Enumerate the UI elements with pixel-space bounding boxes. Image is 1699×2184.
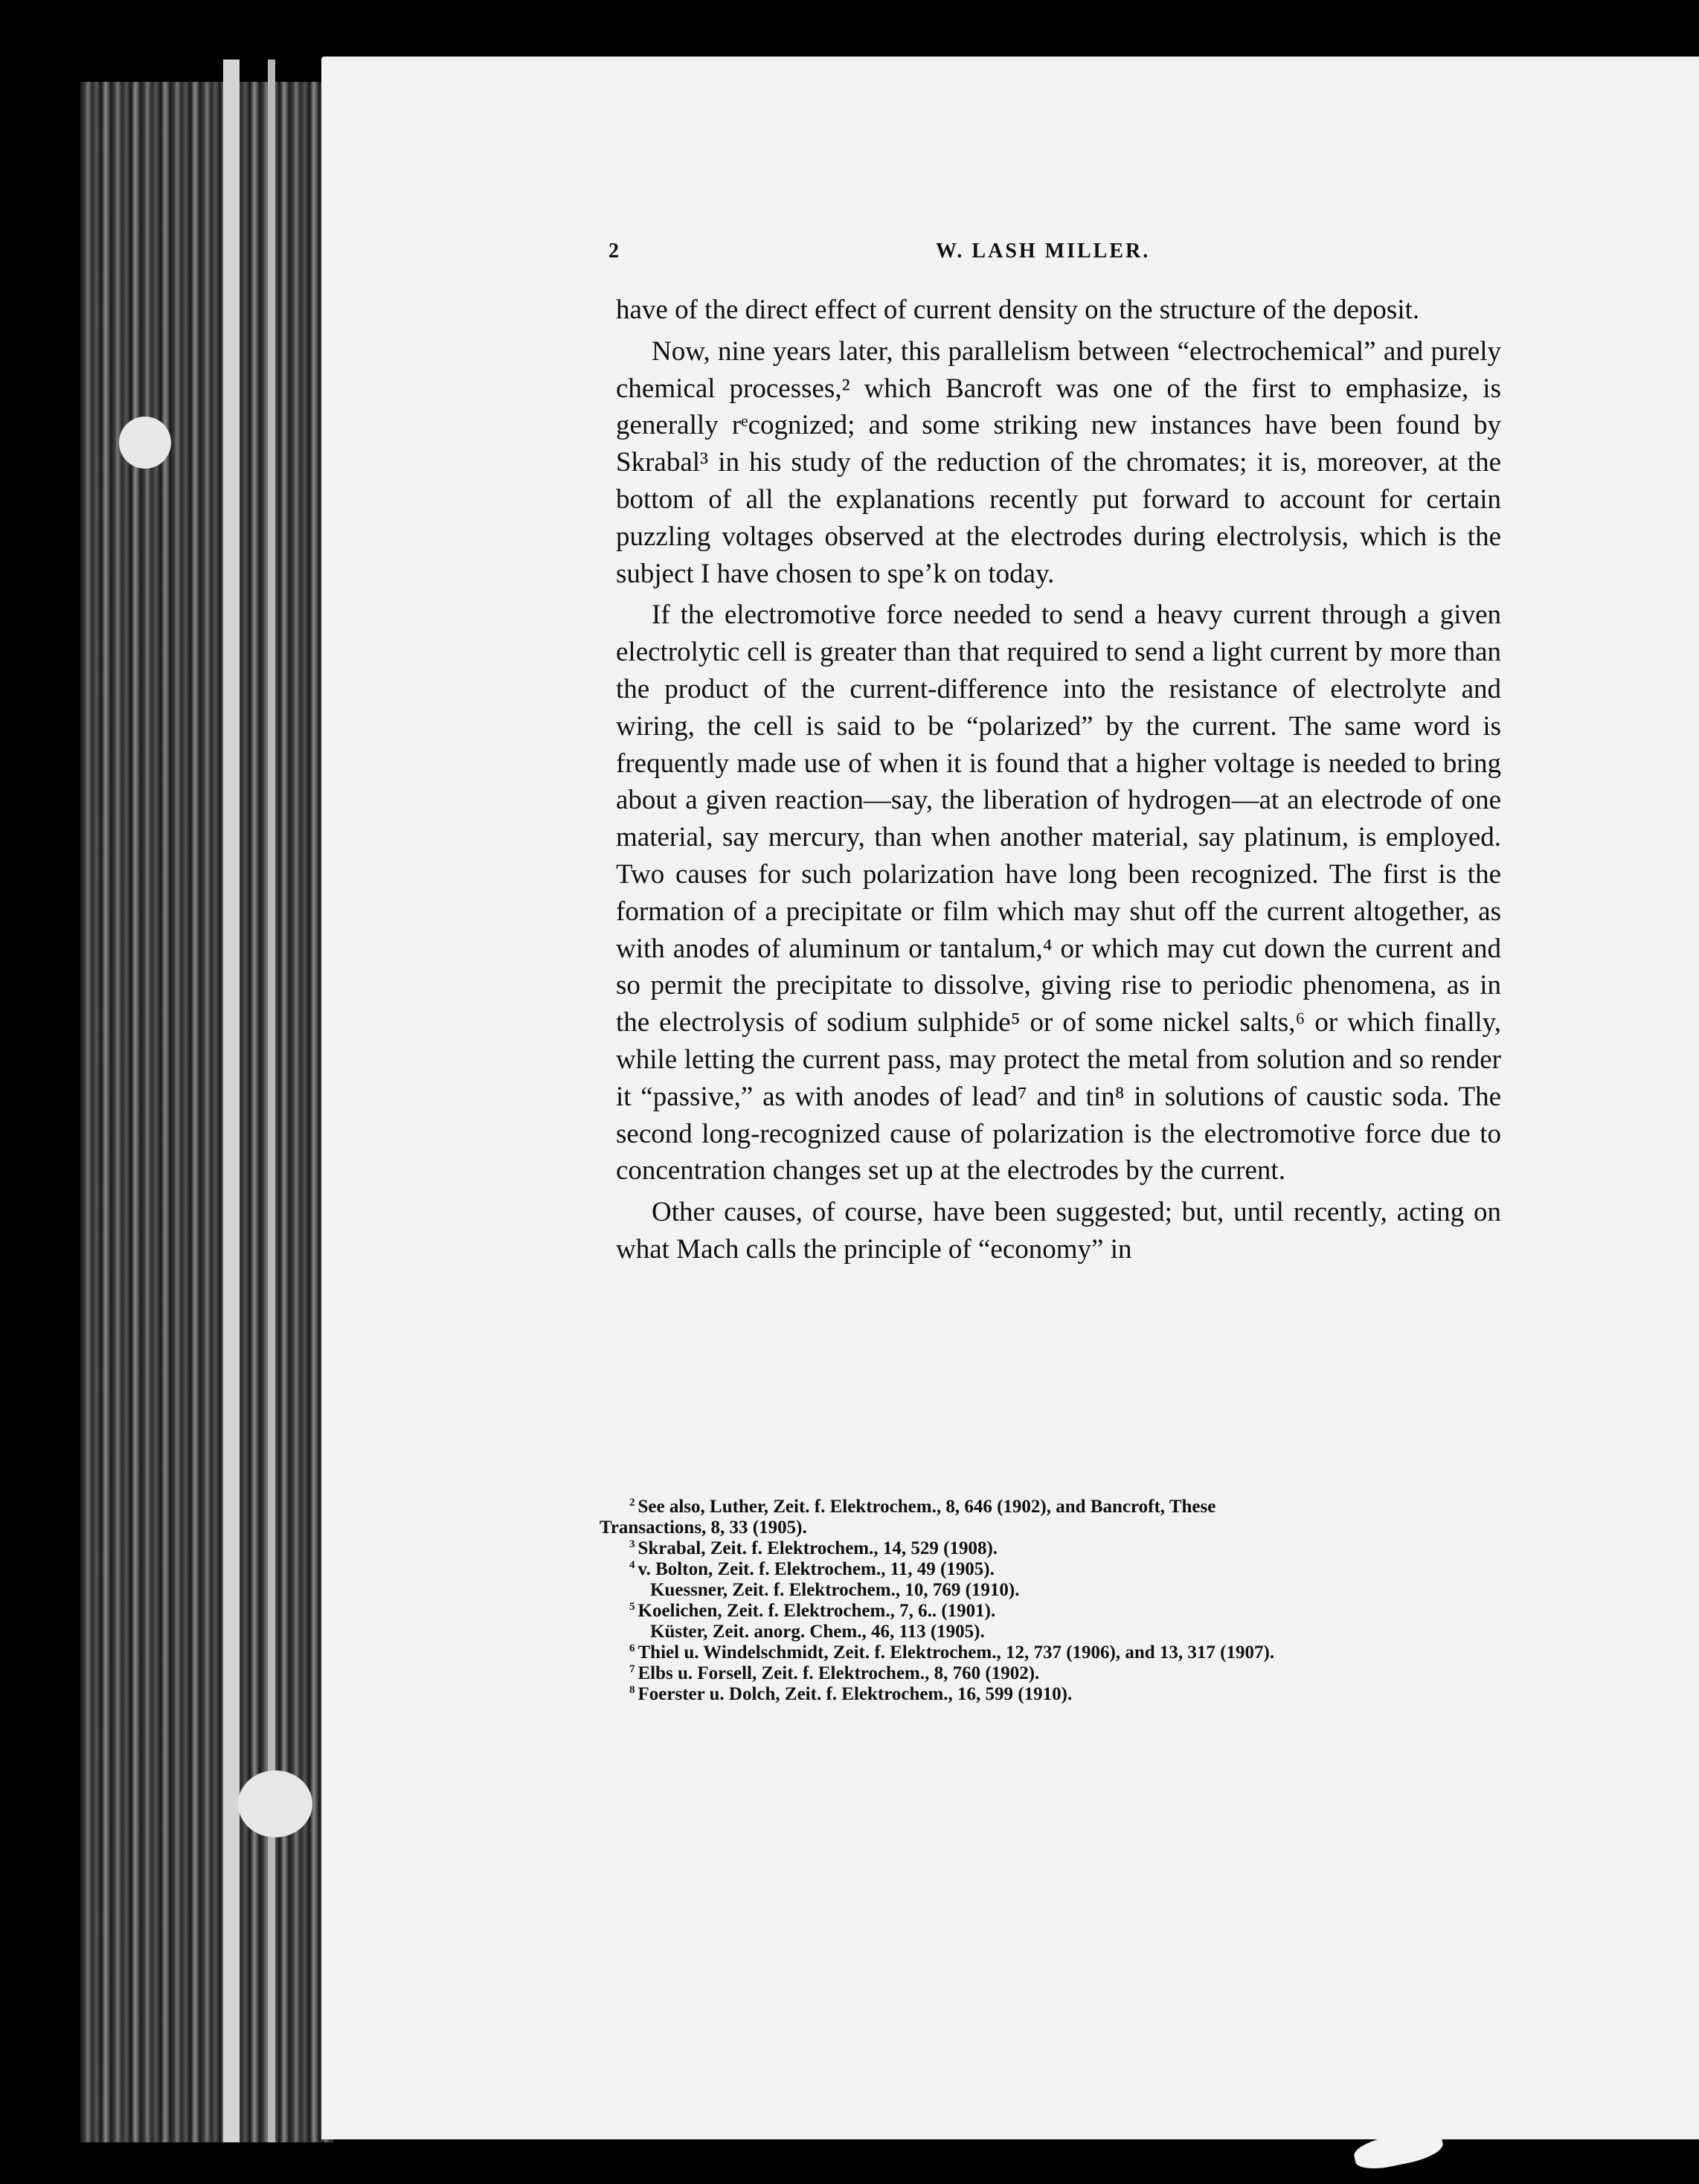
footnote-mark: 8 [629,1683,635,1696]
footnote-text: Koelichen, Zeit. f. Elektrochem., 7, 6.. (1901). [637,1601,996,1621]
footnote-sub [629,1622,1507,1642]
footnote-text: Skrabal, Zeit. f. Elektrochem., 14, 529 (1908). [637,1538,998,1558]
footnote [629,1559,1507,1580]
footnote-mark: 5 [629,1600,635,1613]
footnote-text: See also, Luther, Zeit. f. Elektrochem., 8, 646 (1902), and Bancroft, These [637,1497,1216,1517]
footnote-mark: 7 [629,1663,635,1675]
body-text [616,292,1501,1268]
footnote-text: v. Bolton, Zeit. f. Elektrochem., 11, 49 (1905). [637,1559,995,1579]
footnote-text: Küster, Zeit. anorg. Chem., 46, 113 (1905). [650,1622,985,1642]
footnote-sub [629,1580,1507,1601]
paragraph: Other causes, of course, have been suggested; but, until recently, acting on what Mach calls the principle of “economy” in [616,1197,1501,1265]
paragraph: If the electromotive force needed to send a heavy current through a given electrolytic cell is greater than that required to send a light current by more than the product of the current-difference into the resistance of electrolyte and wiring, the cell is said to be “polarized” by the current. The same word is frequently made use of when it is found that a higher voltage is needed to bring about a given reaction—say, the liberation of hydrogen—at an electrode of one material, say mercury, than when another material, say platinum, is employed. Two causes for such polarization have long been recognized. The first is the formation of a precipitate or film which may shut off the current altogether, as with anodes of aluminum or tantalum,⁴ or which may cut down the current and so permit the precipitate to dissolve, giving rise to periodic phenomena, as in the electrolysis of sodium sulphide⁵ or of some nickel salts,⁶ or which finally, while letting the current pass, may protect the metal from solution and so render it “passive,” as with anodes of lead⁷ and tin⁸ in solutions of caustic soda. The second long-recognized cause of polarization is the electromotive force due to concentration changes set up at the electrodes by the current. [616,600,1501,1186]
page-number: 2 [608,240,619,263]
footnote-mark: 4 [629,1558,635,1571]
footnote [629,1642,1507,1663]
paragraph: Now, nine years later, this parallelism between “electrochemical” and purely chemical processes,² which Bancroft was one of the first to emphasize, is generally rᵉcognized; and some striking new instances have been found by Skrabal³ in his study of the reduction of the chromates; it is, moreover, at the bottom of all the explanations recently put forward to account for certain puzzling voltages observed at the electrodes during electrolysis, which is the subject I have chosen to spe’k on today. [616,335,1501,589]
footnote [629,1601,1507,1622]
paper-stain [119,417,171,469]
footnote [629,1497,1507,1517]
footnote-text: Transactions, 8, 33 (1905). [600,1517,807,1538]
book-page-edges [80,82,333,2142]
running-head-author: W. LASH MILLER. [936,240,1151,263]
footnote [629,1538,1507,1559]
footnote [629,1684,1507,1705]
footnote-mark: 3 [629,1538,635,1550]
paragraph: have of the direct effect of current density on the structure of the deposit. [616,295,1420,325]
footnote-text: Foerster u. Dolch, Zeit. f. Elektrochem., 16, 599 (1910). [637,1684,1073,1704]
footnote-text: Kuessner, Zeit. f. Elektrochem., 10, 769 (1910). [650,1580,1020,1600]
footnote-mark: 6 [629,1642,635,1654]
footnote-text: Elbs u. Forsell, Zeit. f. Elektrochem., 8, 760 (1902). [637,1663,1040,1683]
footnote [629,1663,1507,1684]
footnote-mark: 2 [629,1496,635,1509]
footnote-continuation [600,1517,1507,1538]
paper-stain [238,1770,312,1837]
page-edge-highlight [223,60,240,2142]
footnote-text: Thiel u. Windelschmidt, Zeit. f. Elektrochem., 12, 737 (1906), and 13, 317 (1907). [637,1642,1275,1663]
footnotes [600,1496,1507,1705]
